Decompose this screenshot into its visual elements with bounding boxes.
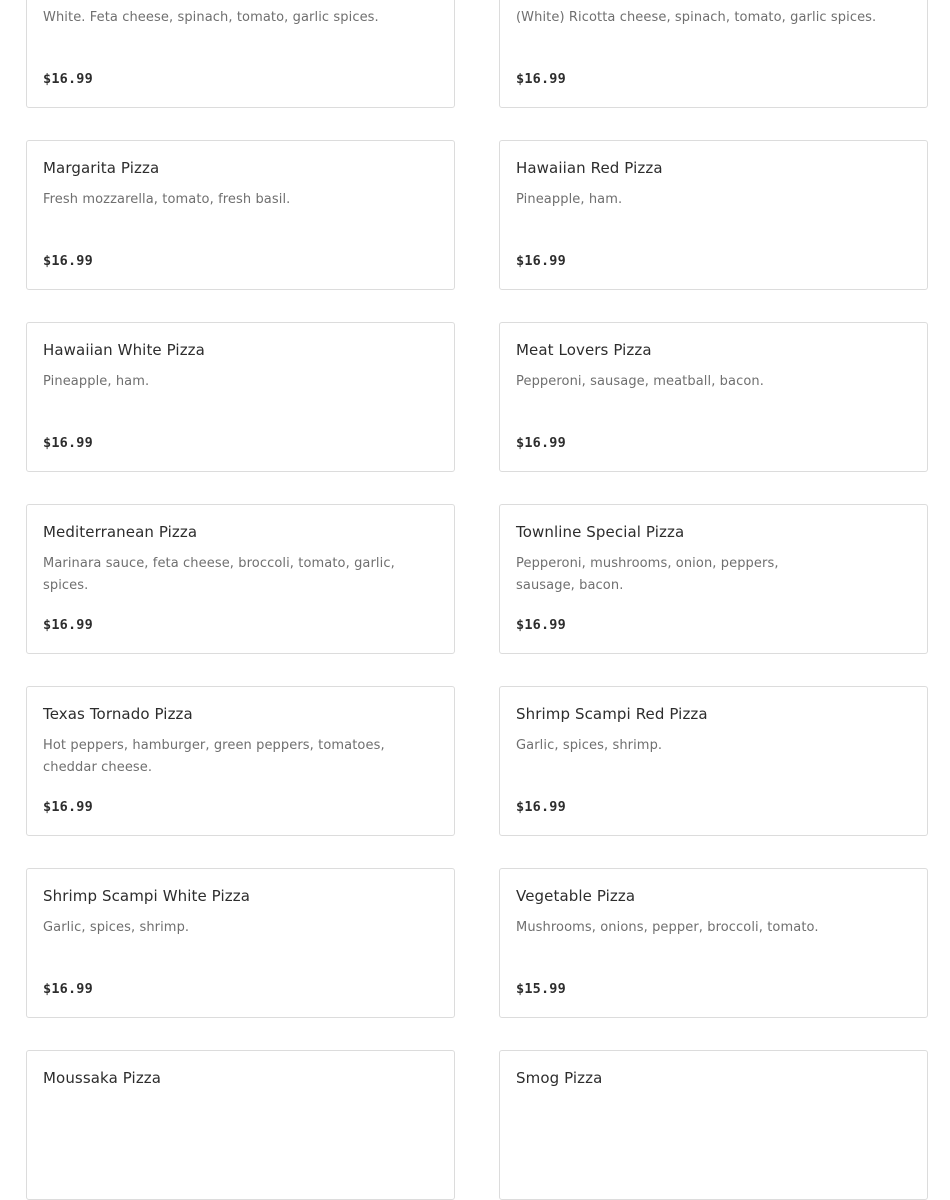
menu-item-description: Garlic, spices, shrimp. bbox=[43, 920, 190, 935]
menu-item-card[interactable] bbox=[26, 140, 455, 290]
menu-item-name: Hawaiian Red Pizza bbox=[516, 159, 663, 177]
menu-item-description: Pineapple, ham. bbox=[516, 192, 623, 207]
menu-item-name: Moussaka Pizza bbox=[43, 1069, 162, 1087]
menu-item-description: Fresh mozzarella, tomato, fresh basil. bbox=[43, 192, 291, 207]
menu-item-description: Hot peppers, hamburger, green peppers, tomatoes, cheddar cheese. bbox=[43, 738, 385, 775]
menu-item-card[interactable] bbox=[26, 868, 455, 1018]
menu-item-price: $16.99 bbox=[43, 435, 93, 451]
menu-item-description: White. Feta cheese, spinach, tomato, garlic spices. bbox=[43, 10, 379, 25]
menu-item-card[interactable] bbox=[26, 686, 455, 836]
menu-item-name: Meat Lovers Pizza bbox=[516, 341, 652, 359]
menu-item-card[interactable] bbox=[499, 504, 928, 654]
menu-item-price: $16.99 bbox=[516, 799, 566, 815]
menu-item-price: $16.99 bbox=[43, 253, 93, 269]
menu-item-card[interactable] bbox=[26, 322, 455, 472]
menu-item-price: $16.99 bbox=[43, 71, 93, 87]
menu-item-name: Mediterranean Pizza bbox=[43, 523, 198, 541]
menu-item-card[interactable] bbox=[499, 322, 928, 472]
menu-item-description: Marinara sauce, feta cheese, broccoli, tomato, garlic, spices. bbox=[43, 556, 395, 593]
menu-item-name: Margarita Pizza bbox=[43, 159, 160, 177]
menu-item-card[interactable] bbox=[26, 0, 455, 108]
menu-item-price: $16.99 bbox=[43, 799, 93, 815]
menu-item-description: (White) Ricotta cheese, spinach, tomato, garlic spices. bbox=[516, 10, 877, 25]
menu-item-price: $16.99 bbox=[43, 617, 93, 633]
menu-item-card[interactable] bbox=[499, 868, 928, 1018]
menu-item-description: Mushrooms, onions, pepper, broccoli, tomato. bbox=[516, 920, 819, 935]
menu-item-description: Pepperoni, mushrooms, onion, peppers, sausage, bacon. bbox=[516, 556, 779, 593]
menu-item-price: $16.99 bbox=[516, 253, 566, 269]
menu-item-name: Smog Pizza bbox=[516, 1069, 603, 1087]
menu-item-card[interactable] bbox=[499, 0, 928, 108]
menu-item-name: Shrimp Scampi Red Pizza bbox=[516, 705, 708, 723]
menu-item-name: Shrimp Scampi White Pizza bbox=[43, 887, 250, 905]
menu-item-description: Pineapple, ham. bbox=[43, 374, 150, 389]
menu-item-card[interactable] bbox=[499, 1050, 928, 1200]
menu-grid bbox=[26, 0, 928, 1200]
menu-item-card[interactable] bbox=[26, 504, 455, 654]
menu-item-price: $16.99 bbox=[516, 71, 566, 87]
menu-item-description: Garlic, spices, shrimp. bbox=[516, 738, 663, 753]
menu-item-description: Pepperoni, sausage, meatball, bacon. bbox=[516, 374, 764, 389]
menu-item-name: Vegetable Pizza bbox=[516, 887, 636, 905]
menu-item-price: $15.99 bbox=[516, 981, 566, 997]
menu-item-name: Hawaiian White Pizza bbox=[43, 341, 205, 359]
menu-item-price: $16.99 bbox=[43, 981, 93, 997]
menu-item-name: Townline Special Pizza bbox=[516, 523, 685, 541]
menu-item-card[interactable] bbox=[499, 686, 928, 836]
menu-item-price: $16.99 bbox=[516, 617, 566, 633]
menu-item-card[interactable] bbox=[26, 1050, 455, 1200]
menu-item-price: $16.99 bbox=[516, 435, 566, 451]
menu-item-name: Texas Tornado Pizza bbox=[43, 705, 193, 723]
menu-item-card[interactable] bbox=[499, 140, 928, 290]
